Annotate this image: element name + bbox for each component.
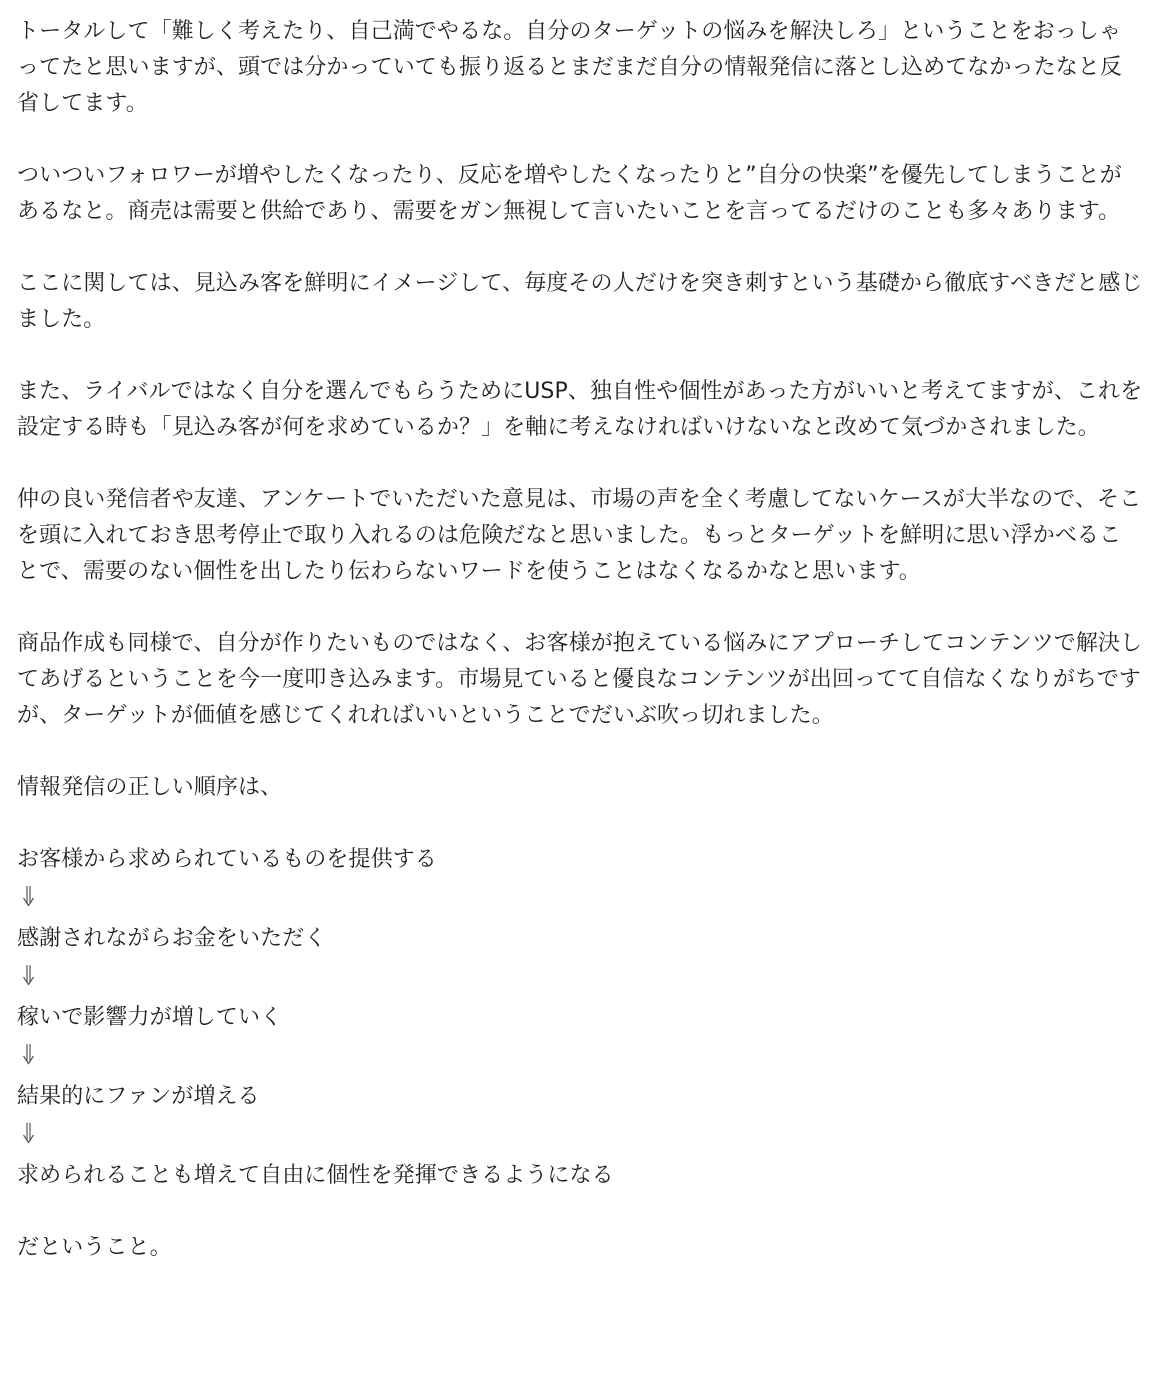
paragraph: また、ライバルではなく自分を選んでもらうためにUSP、独自性や個性があった方がいいと考えてますが、これを設定する時も「見込み客が何を求めているか？」を軸に考えなければいけないなと改めて気づかされました。 [17, 379, 1143, 440]
down-arrow-icon [17, 885, 41, 921]
down-arrow-icon [17, 1122, 41, 1158]
flow-step: 求められることも増えて自由に個性を発揮できるようになる [17, 1163, 614, 1188]
flow-step: 結果的にファンが増える [17, 1084, 260, 1109]
flow-intro: 情報発信の正しい順序は、 [17, 775, 283, 800]
down-arrow-icon [17, 1043, 41, 1079]
flow-list [17, 842, 1143, 1194]
down-arrow-icon [17, 964, 41, 1000]
paragraph: 商品作成も同様で、自分が作りたいものではなく、お客様が抱えている悩みにアプローチしてコンテンツで解決してあげるということを今一度叩き込みます。市場見ていると優良なコンテンツが出回ってて自信なくなりがちですが、ターゲットが価値を感じてくれればいいということでだいぶ吹っ切れました。 [17, 631, 1143, 728]
flow-step: お客様から求められているものを提供する [17, 847, 437, 872]
paragraph: 仲の良い発信者や友達、アンケートでいただいた意見は、市場の声を全く考慮してないケースが大半なので、そこを頭に入れておき思考停止で取り入れるのは危険だなと思いました。もっとターゲットを鮮明に思い浮かべることで、需要のない個性を出したり伝わらないワードを使うことはなくなるかなと思います。 [17, 487, 1142, 584]
flow-step: 稼いで影響力が増していく [17, 1005, 283, 1030]
paragraph: ついついフォロワーが増やしたくなったり、反応を増やしたくなったりと”自分の快楽”を優先してしまうことがあるなと。商売は需要と供給であり、需要をガン無視して言いたいことを言ってるだけのことも多々あります。 [17, 163, 1122, 224]
paragraph: トータルして「難しく考えたり、自己満でやるな。自分のターゲットの悩みを解決しろ」ということをおっしゃってたと思いますが、頭では分かっていても振り返るとまだまだ自分の情報発信に落とし込めてなかったなと反省してます。 [17, 19, 1123, 116]
flow-step: 感謝されながらお金をいただく [17, 926, 327, 951]
article-body [17, 14, 1143, 1266]
closing-text: だということ。 [17, 1235, 172, 1260]
paragraph: ここに関しては、見込み客を鮮明にイメージして、毎度その人だけを突き刺すという基礎から徹底すべきだと感じました。 [17, 271, 1143, 332]
